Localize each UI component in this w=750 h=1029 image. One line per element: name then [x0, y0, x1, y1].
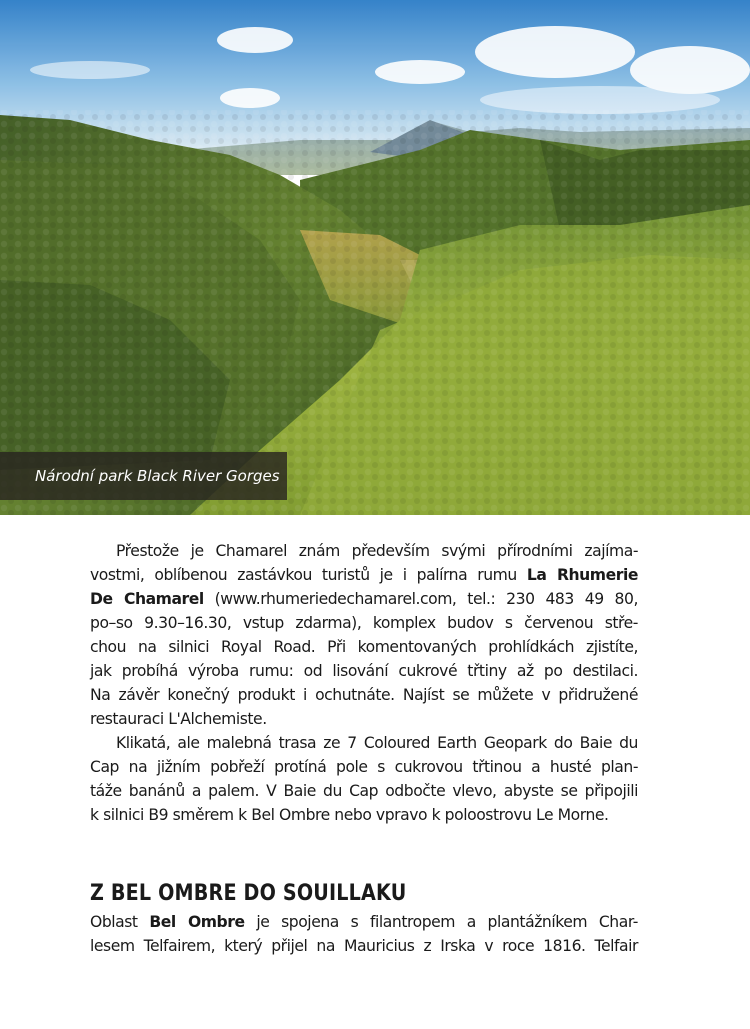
text-line: jak probíhá výroba rumu: od lisování cukrové třtiny až po destilaci. [90, 662, 638, 680]
text-line: Oblast Bel Ombre je spojena s filantropem a plantážníkem Char- [90, 913, 638, 931]
bold-term: De Chamarel [90, 590, 204, 608]
bold-term: La Rhumerie [526, 566, 638, 584]
paragraph-chamarel [90, 539, 638, 827]
text-line: Klikatá, ale malebná trasa ze 7 Coloured Earth Geopark do Baie du [116, 734, 638, 752]
text-line: De Chamarel (www.rhumeriedechamarel.com, tel.: 230 483 49 80, [90, 590, 638, 608]
text-line: Cap na jižním pobřeží protíná pole s cukrovou třtinou a husté plan- [90, 758, 638, 776]
photo-caption: Národní park Black River Gorges [0, 452, 287, 500]
text-line: chou na silnici Royal Road. Při komentovaných prohlídkách zjistíte, [90, 638, 638, 656]
text-line: Přestože je Chamarel znám především svými přírodními zajíma- [116, 542, 638, 560]
text-line: lesem Telfairem, který přijel na Mauricius z Irska v roce 1816. Telfair [90, 937, 638, 955]
text-line: restauraci L'Alchemiste. [90, 710, 267, 728]
paragraph-bel-ombre [90, 910, 638, 958]
text-line: po–so 9.30–16.30, vstup zdarma), komplex budov s červenou stře- [90, 614, 638, 632]
bold-term: Bel Ombre [149, 913, 245, 931]
text-line: Na závěr konečný produkt i ochutnáte. Najíst se můžete v přidružené [90, 686, 638, 704]
text-line: vostmi, oblíbenou zastávkou turistů je i palírna rumu La Rhumerie [90, 566, 638, 584]
section-heading: Z BEL OMBRE DO SOUILLAKU [90, 881, 407, 906]
text-line: k silnici B9 směrem k Bel Ombre nebo vpravo k poloostrovu Le Morne. [90, 806, 609, 824]
text-line: táže banánů a palem. V Baie du Cap odbočte vlevo, abyste se připojili [90, 782, 638, 800]
